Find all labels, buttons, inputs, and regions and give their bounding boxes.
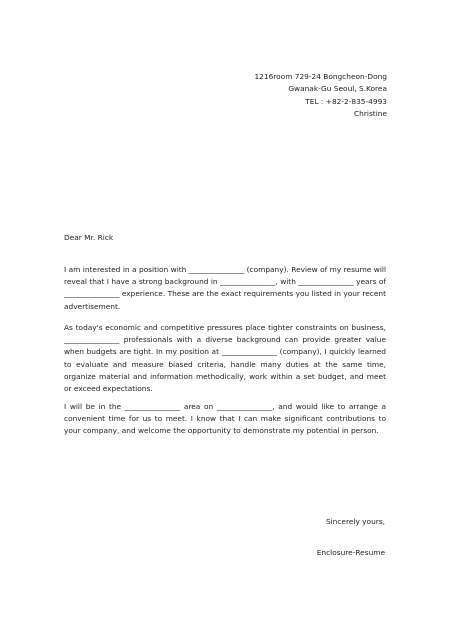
salutation: Dear Mr. Rick bbox=[64, 233, 114, 242]
body-paragraph-2: As today's economic and competitive pressures place tighter constraints on business, _______________ professionals with a diverse background can provide greater value when budgets are tight. In my position at _______________ (company), I quickly learned to evaluate and measure biased criteria, handle many duties at the same time, organize material and information methodically, work within a set budget, and meet or exceed expectations. bbox=[64, 323, 386, 394]
address-line-phone: TEL : +82-2-835-4993 bbox=[305, 96, 387, 106]
enclosure-note: Enclosure-Resume bbox=[316, 548, 385, 557]
body-paragraph-1: I am interested in a position with _______________ (company). Review of my resume will reveal that I have a strong background in _______________, with _______________ years of _______________ experience. These are the exact requirements you listed in your recent advertisement. bbox=[64, 265, 386, 311]
address-line-city: Gwanak-Gu Seoul, S.Korea bbox=[288, 84, 387, 94]
body-paragraph-3: I will be in the _______________ area on _______________, and would like to arrange a convenient time for us to meet. I know that I can make significant contributions to your company, and welcome the opportunity to demonstrate my potential in person. bbox=[64, 402, 386, 436]
closing: Sincerely yours, bbox=[325, 517, 385, 526]
sender-address-block bbox=[254, 71, 387, 120]
sender-name: Christine bbox=[354, 108, 387, 118]
address-line-street: 1216room 729-24 Bongcheon-Dong bbox=[254, 72, 387, 81]
